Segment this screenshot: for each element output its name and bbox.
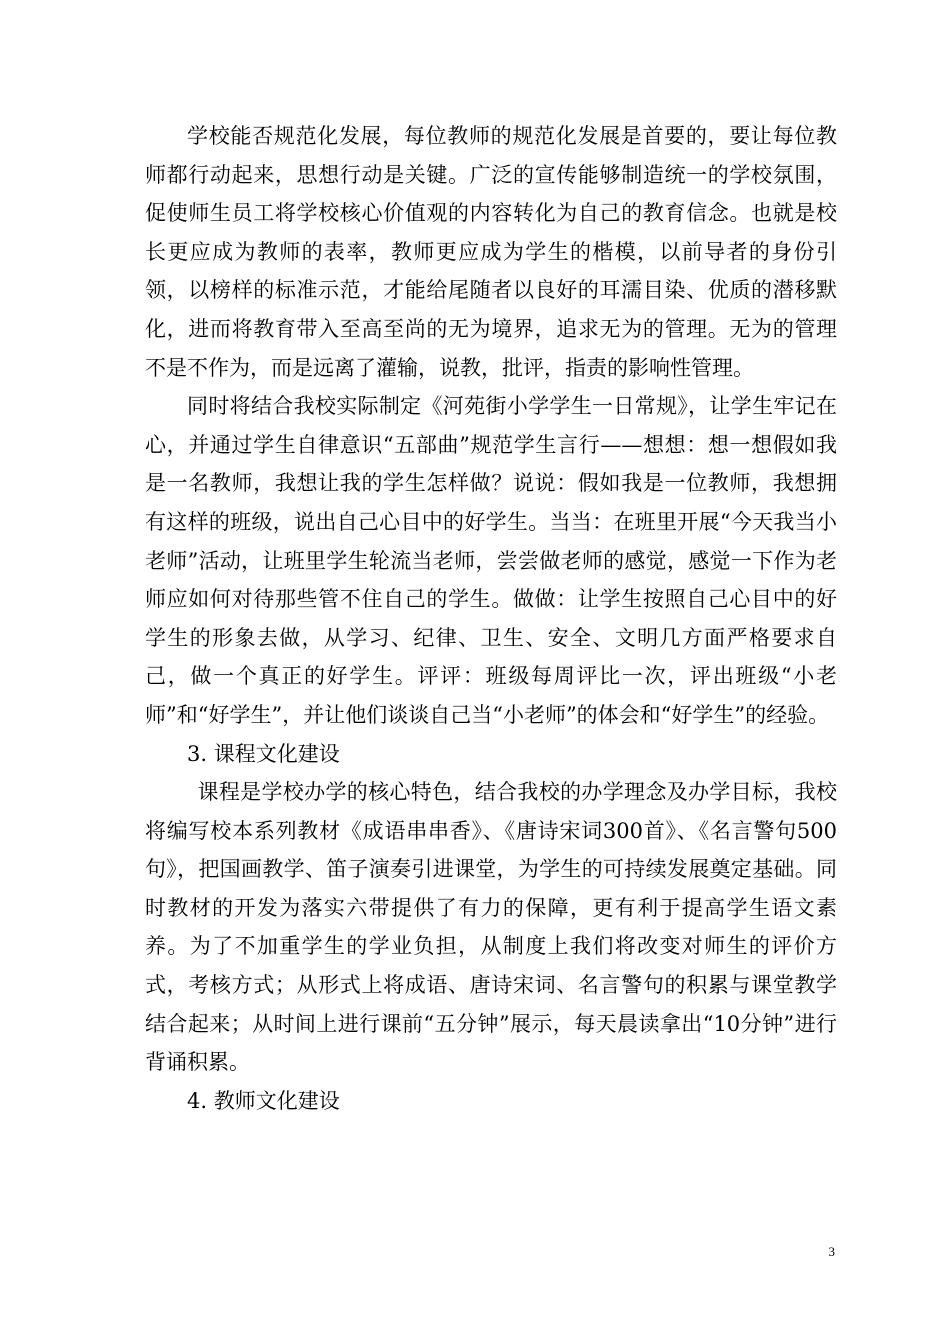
paragraph-course-culture: 课程是学校办学的核心特色，结合我校的办学理念及办学目标，我校将编写校本系列教材《成语串串香》、《唐诗宋词300首》、《名言警句500句》，把国画教学、笛子演奏引进课堂，为学生的可持续发展奠定基础。同时教材的开发为落实六带提供了有力的保障，更有利于提高学生语文素养。为了不加重学生的学业负担，从制度上我们将改变对师生的评价方式，考核方式；从形式上将成语、唐诗宋词、名言警句的积累与课堂教学结合起来；从时间上进行课前“五分钟”展示，每天晨读拿出“10分钟”进行背诵积累。 xyxy=(145,780,837,1075)
paragraph-student-rules: 同时将结合我校实际制定《河苑街小学学生一日常规》，让学生牢记在心，并通过学生自律意识“五部曲”规范学生言行——想想：想一想假如我是一名教师，我想让我的学生怎样做？说说：假如我是一位教师，我想拥有这样的班级，说出自己心目中的好学生。当当：在班里开展“今天我当小老师”活动，让班里学生轮流当老师，尝尝做老师的感觉，感觉一下作为老师应如何对待那些管不住自己的学生。做做：让学生按照自己心目中的好学生的形象去做，从学习、纪律、卫生、安全、文明几方面严格要求自己，做一个真正的好学生。评评：班级每周评比一次，评出班级“小老师”和“好学生”，并让他们谈谈自己当“小老师”的体会和“好学生”的经验。 xyxy=(145,394,837,727)
document-body xyxy=(145,117,837,1120)
heading-course-culture: 3. 课程文化建设 xyxy=(187,741,340,766)
page-number: 3 xyxy=(828,1244,835,1259)
heading-teacher-culture: 4. 教师文化建设 xyxy=(187,1088,340,1113)
paragraph-teacher-norms: 学校能否规范化发展，每位教师的规范化发展是首要的，要让每位教师都行动起来，思想行动是关键。广泛的宣传能够制造统一的学校氛围，促使师生员工将学校核心价值观的内容转化为自己的教育信念。也就是校长更应成为教师的表率，教师更应成为学生的楷模，以前导者的身份引领，以榜样的标准示范，才能给尾随者以良好的耳濡目染、优质的潜移默化，进而将教育带入至高至尚的无为境界，追求无为的管理。无为的管理不是不作为，而是远离了灌输，说教，批评，指责的影响性管理。 xyxy=(145,124,837,380)
